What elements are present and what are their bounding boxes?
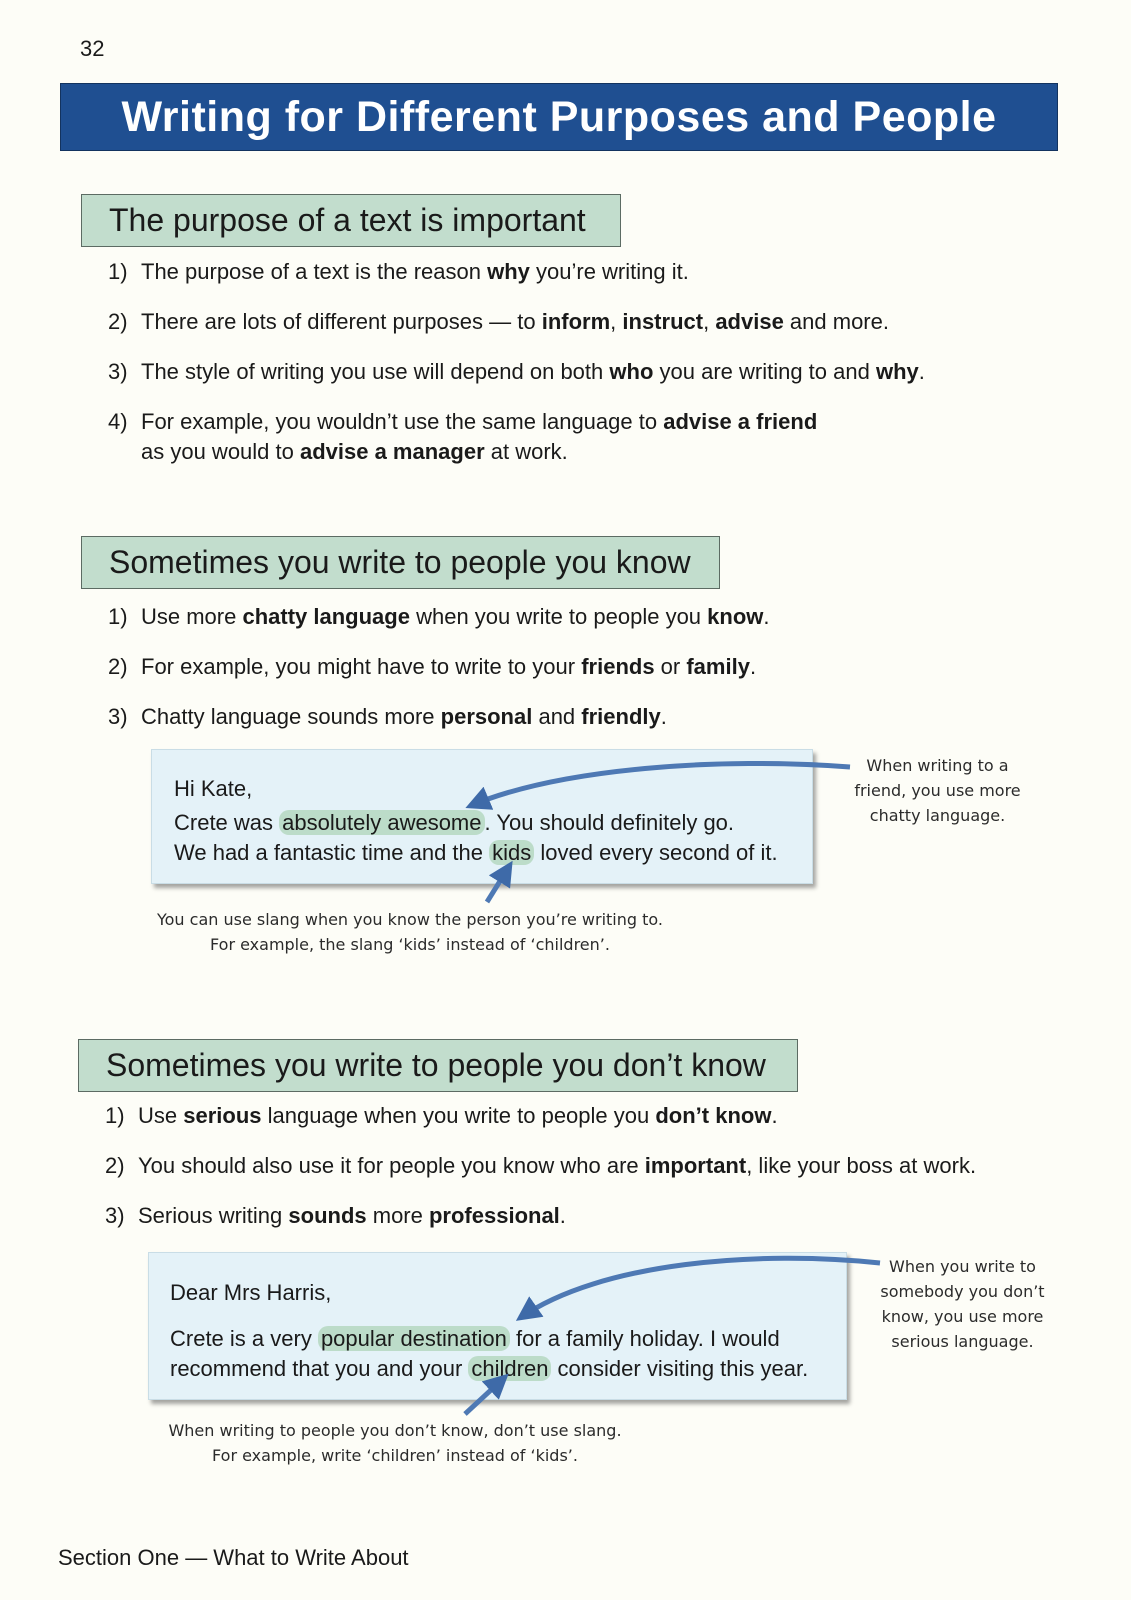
list-item bbox=[108, 357, 1008, 387]
list-item-text: Chatty language sounds more personal and friendly. bbox=[141, 704, 667, 729]
bold-keyword: advise a friend bbox=[663, 409, 818, 434]
list-item bbox=[105, 1151, 1045, 1181]
list-item-number: 4) bbox=[108, 409, 128, 434]
list-item bbox=[108, 307, 1008, 337]
side-note-chatty: When writing to a friend, you use more chatty language. bbox=[854, 756, 1021, 825]
bold-keyword: who bbox=[609, 359, 654, 384]
bold-keyword: sounds bbox=[288, 1203, 367, 1228]
people-you-dont-know-list bbox=[105, 1101, 1045, 1251]
list-item bbox=[108, 602, 1008, 632]
letter-line: We had a fantastic time and the kids loved every second of it. bbox=[174, 840, 778, 865]
list-item bbox=[108, 702, 1008, 732]
list-item-text: Serious writing sounds more professional. bbox=[138, 1203, 566, 1228]
list-item-text: You should also use it for people you know who are important, like your boss at work. bbox=[138, 1153, 977, 1178]
informal-letter-example bbox=[151, 749, 813, 884]
list-item-number: 3) bbox=[108, 704, 128, 729]
people-you-know-list bbox=[108, 602, 1008, 752]
letter-line: Crete is a very popular destination for a family holiday. I would bbox=[170, 1326, 780, 1351]
highlighted-phrase: kids bbox=[489, 840, 534, 865]
list-item bbox=[105, 1201, 1045, 1231]
bold-keyword: inform bbox=[541, 309, 611, 334]
letter-greeting: Hi Kate, bbox=[174, 776, 253, 801]
bold-keyword: important bbox=[644, 1153, 747, 1178]
list-item-number: 3) bbox=[105, 1203, 125, 1228]
list-item-number: 2) bbox=[105, 1153, 125, 1178]
bold-keyword: instruct bbox=[622, 309, 704, 334]
list-item bbox=[108, 407, 1008, 467]
bottom-note-slang: You can use slang when you know the person you’re writing to. For example, the slang ‘kids’ instead of ‘children’. bbox=[156, 910, 663, 954]
bold-keyword: know bbox=[707, 604, 764, 629]
letter-greeting: Dear Mrs Harris, bbox=[170, 1280, 332, 1305]
list-item bbox=[108, 257, 1008, 287]
list-item-number: 1) bbox=[108, 259, 128, 284]
list-item bbox=[108, 652, 1008, 682]
list-item-text: There are lots of different purposes — to inform, instruct, advise and more. bbox=[141, 309, 889, 334]
list-item-text: The purpose of a text is the reason why you’re writing it. bbox=[141, 259, 689, 284]
letter-body bbox=[174, 808, 812, 868]
page-title: Writing for Different Purposes and People bbox=[60, 83, 1058, 151]
bold-keyword: friendly bbox=[581, 704, 661, 729]
bold-keyword: family bbox=[686, 654, 750, 679]
bold-keyword: advise bbox=[715, 309, 784, 334]
list-item-text: The style of writing you use will depend on both who you are writing to and why. bbox=[141, 359, 925, 384]
list-item-text: Use serious language when you write to people you don’t know. bbox=[138, 1103, 778, 1128]
letter-body bbox=[170, 1324, 846, 1384]
list-item-number: 2) bbox=[108, 654, 128, 679]
list-item-text: For example, you wouldn’t use the same language to advise a friend as you would to advise a manager at work. bbox=[141, 409, 818, 464]
list-item bbox=[105, 1101, 1045, 1131]
list-item-number: 2) bbox=[108, 309, 128, 334]
side-note-serious: When you write to somebody you don’t know, you use more serious language. bbox=[880, 1257, 1045, 1351]
list-item-text: Use more chatty language when you write to people you know. bbox=[141, 604, 770, 629]
section-heading-people-you-know: Sometimes you write to people you know bbox=[81, 536, 720, 589]
section-heading-purpose: The purpose of a text is important bbox=[81, 194, 621, 247]
bold-keyword: advise a manager bbox=[299, 439, 485, 464]
bold-keyword: serious bbox=[183, 1103, 262, 1128]
highlighted-phrase: children bbox=[468, 1356, 551, 1381]
bottom-note-no-slang: When writing to people you don’t know, don’t use slang. For example, write ‘children’ instead of ‘kids’. bbox=[168, 1421, 622, 1465]
letter-line: recommend that you and your children consider visiting this year. bbox=[170, 1356, 809, 1381]
footer-section-label: Section One — What to Write About bbox=[58, 1545, 409, 1570]
bold-keyword: professional bbox=[428, 1203, 560, 1228]
bold-keyword: don’t know bbox=[655, 1103, 772, 1128]
bold-keyword: why bbox=[875, 359, 919, 384]
bold-keyword: why bbox=[487, 259, 530, 284]
highlighted-phrase: absolutely awesome bbox=[279, 810, 484, 835]
purpose-list bbox=[108, 257, 1008, 487]
list-item-text: For example, you might have to write to your friends or family. bbox=[141, 654, 757, 679]
list-item-number: 1) bbox=[108, 604, 128, 629]
section-heading-people-you-dont-know: Sometimes you write to people you don’t know bbox=[78, 1039, 798, 1092]
bold-keyword: chatty language bbox=[242, 604, 410, 629]
formal-letter-example bbox=[148, 1252, 847, 1400]
bold-keyword: friends bbox=[581, 654, 655, 679]
list-item-number: 1) bbox=[105, 1103, 125, 1128]
letter-line: Crete was absolutely awesome . You should definitely go. bbox=[174, 810, 735, 835]
highlighted-phrase: popular destination bbox=[318, 1326, 510, 1351]
page-number: 32 bbox=[80, 36, 105, 61]
list-item-number: 3) bbox=[108, 359, 128, 384]
bold-keyword: personal bbox=[440, 704, 533, 729]
